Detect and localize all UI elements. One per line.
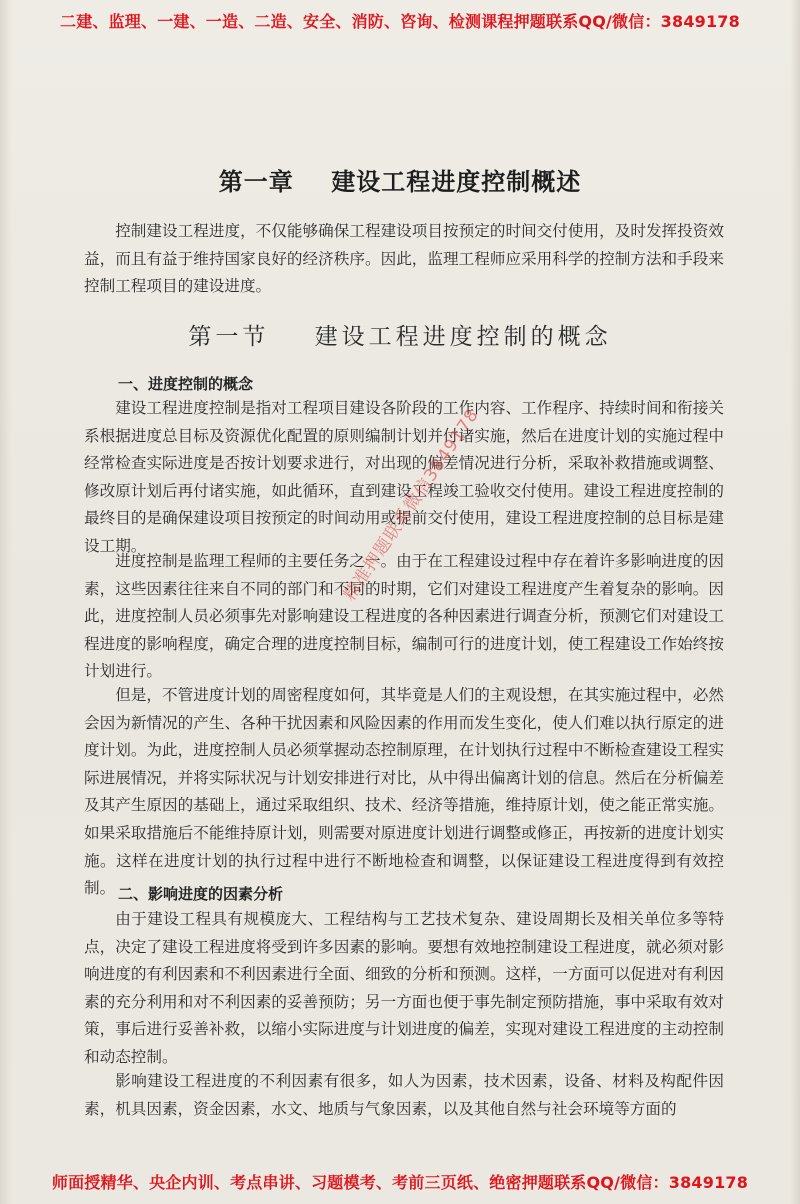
subsection-heading-concept: 一、进度控制的概念: [118, 375, 254, 393]
body-paragraph: 影响建设工程进度的不利因素有很多，如人为因素，技术因素，设备、材料及构配件因素，机具因素，资金因素，水文、地质与气象因素，以及其他自然与社会环境等方面的: [84, 1072, 724, 1118]
chapter-title: 第一章 建设工程进度控制概述: [218, 168, 582, 196]
body-paragraph: 建设工程进度控制是指对工程项目建设各阶段的工作内容、工作程序、持续时间和衔接关系根据进度总目标及资源优化配置的原则编制计划并付诸实施，然后在进度计划的实施过程中经常检查实际进度是否按计划要求进行，对出现的偏差情况进行分析，采取补救措施或调整、修改原计划后再付诸实施，如此循环，直到建设工程竣工验收交付使用。建设工程进度控制的最终目的是确保建设项目按预定的时间动用或提前交付使用，建设工程进度控制的总目标是建设工期。: [84, 399, 724, 555]
body-paragraph: 但是，不管进度计划的周密程度如何，其毕竟是人们的主观设想，在其实施过程中，必然会因为新情况的产生、各种干扰因素和风险因素的作用而发生变化，使人们难以执行原定的进度计划。为此，进度控制人员必须掌握动态控制原理，在计划执行过程中不断检查建设工程实际进展情况，并将实际状况与计划安排进行对比，从中得出偏离计划的信息。然后在分析偏差及其产生原因的基础上，通过采取组织、技术、经济等措施，维持原计划，使之能正常实施。如果采取措施后不能维持原计划，则需要对原进度计划进行调整或修正，再按新的进度计划实施。这样在进度计划的执行过程中进行不断地检查和调整，以保证建设工程进度得到有效控制。: [84, 686, 724, 898]
subsection-heading-factors: 二、影响进度的因素分析: [118, 885, 284, 903]
body-paragraph: 进度控制是监理工程师的主要任务之一。由于在工程建设过程中存在着许多影响进度的因素，这些因素往往来自不同的部门和不同的时期，它们对建设工程进度产生着复杂的影响。因此，进度控制人员必须事先对影响建设工程进度的各种因素进行调查分析，预测它们对建设工程进度的影响程度，确定合理的进度控制目标，编制可行的进度计划，使工程建设工作始终按计划进行。: [84, 552, 724, 681]
intro-paragraph: 控制建设工程进度，不仅能够确保工程建设项目按预定的时间交付使用，及时发挥投资效益，而且有益于维持国家良好的经济秩序。因此，监理工程师应采用科学的控制方法和手段来控制工程项目的建设进度。: [84, 222, 724, 296]
header-ad-banner: 二建、监理、一建、一造、二造、安全、消防、咨询、检测课程押题联系QQ/微信：3849178: [60, 12, 740, 31]
footer-ad-banner: 师面授精华、央企内训、考点串讲、习题模考、考前三页纸、绝密押题联系QQ/微信：3849178: [51, 1173, 749, 1192]
body-paragraph: 由于建设工程具有规模庞大、工程结构与工艺技术复杂、建设周期长及相关单位多等特点，决定了建设工程进度将受到许多因素的影响。要想有效地控制建设工程进度，就必须对影响进度的有利因素和不利因素进行全面、细致的分析和预测。这样，一方面可以促进对有利因素的充分利用和对不利因素的妥善预防；另一方面也便于事先制定预防措施，事中采取有效对策，事后进行妥善补救，以缩小实际进度与计划进度的偏差，实现对建设工程进度的主动控制和动态控制。: [84, 910, 724, 1066]
watermark-stamp: 精准押题联系微信3849178: [339, 405, 484, 605]
section-title: 第一节 建设工程进度控制的概念: [188, 324, 612, 350]
